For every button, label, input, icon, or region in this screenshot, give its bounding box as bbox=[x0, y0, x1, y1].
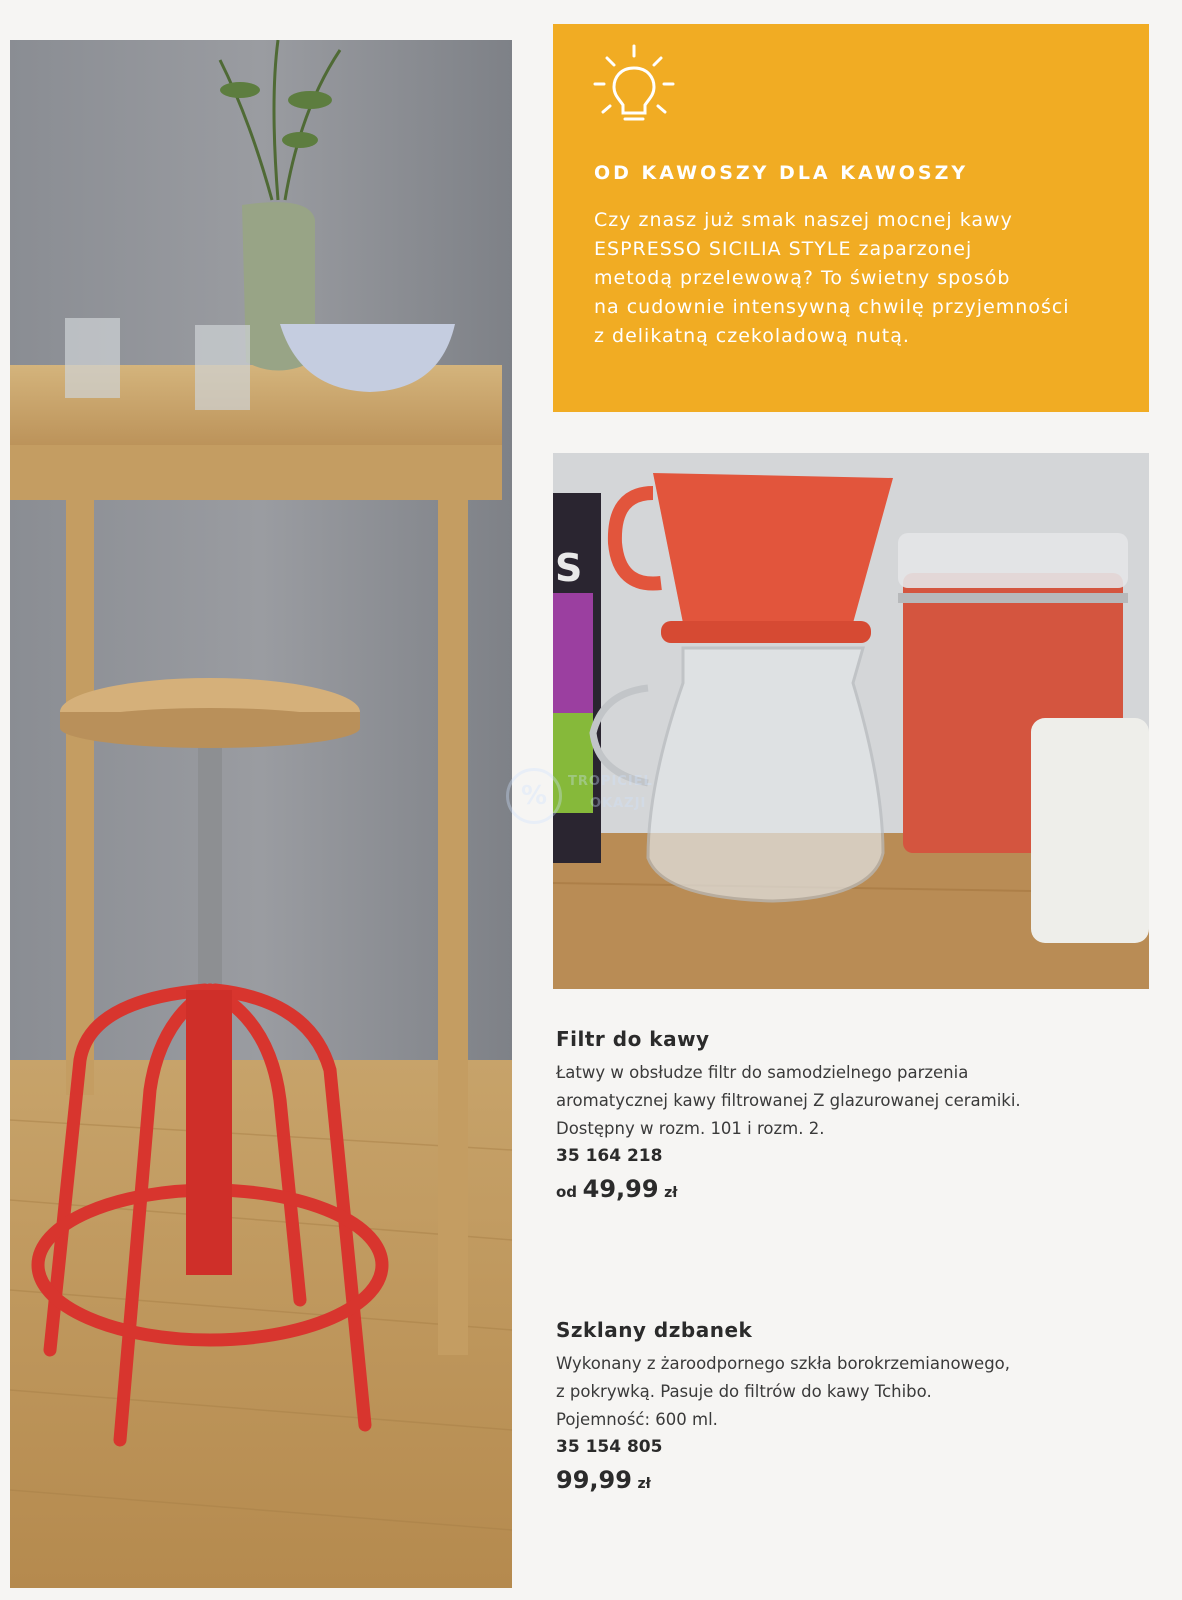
watermark bbox=[506, 768, 686, 826]
product-name: Filtr do kawy bbox=[556, 1027, 710, 1051]
percent-icon: % bbox=[506, 768, 562, 824]
bag-letter: S bbox=[555, 546, 583, 590]
coffee-filter-photo bbox=[553, 453, 1149, 989]
product-price bbox=[556, 1466, 1136, 1494]
product-code: 35 164 218 bbox=[556, 1146, 663, 1166]
lightbulb-icon bbox=[589, 40, 679, 130]
coffee-filter-illustration bbox=[553, 453, 1149, 989]
product-description: Wykonany z żaroodpornego szkła borokrzemianowego, z pokrywką. Pasuje do filtrów do kawy Tchibo. Pojemność: 600 ml. bbox=[556, 1354, 1011, 1429]
product-name: Szklany dzbanek bbox=[556, 1318, 753, 1342]
price-amount: 49,99 bbox=[582, 1175, 659, 1203]
tip-body: Czy znasz już smak naszej mocnej kawy ESPRESSO SICILIA STYLE zaparzonej metodą przelewową? To świetny sposób na cudownie intensywną chwilę przyjemności z delikatną czekoladową nutą. bbox=[594, 209, 1070, 347]
price-currency: zł bbox=[664, 1185, 678, 1201]
product-description: Łatwy w obsłudze filtr do samodzielnego parzenia aromatycznej kawy filtrowanej Z glazurowanej ceramiki. Dostępny w rozm. 101 i rozm. 2. bbox=[556, 1063, 1021, 1138]
tip-title: OD KAWOSZY DLA KAWOSZY bbox=[594, 162, 969, 184]
bar-stool-illustration bbox=[10, 40, 512, 1588]
bar-stool-photo bbox=[10, 40, 512, 1588]
price-currency: zł bbox=[637, 1476, 651, 1492]
price-prefix: od bbox=[556, 1183, 578, 1201]
product-glass-pot bbox=[556, 1318, 1136, 1494]
price-amount: 99,99 bbox=[556, 1466, 632, 1494]
watermark-line-2: OKAZJI bbox=[590, 796, 647, 811]
coffee-tip-box bbox=[553, 24, 1149, 412]
product-code: 35 154 805 bbox=[556, 1437, 663, 1457]
product-coffee-filter bbox=[556, 1027, 1136, 1203]
watermark-line-1: TROPICIEL bbox=[568, 774, 653, 789]
product-price bbox=[556, 1175, 1136, 1203]
